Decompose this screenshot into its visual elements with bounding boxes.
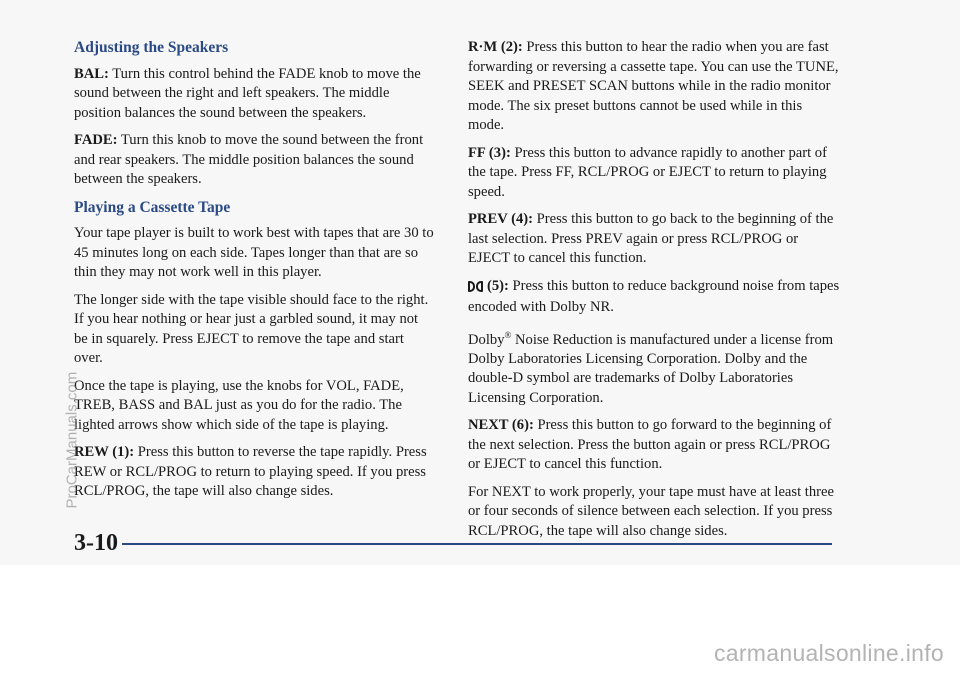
rm-term: R·M (2):: [468, 39, 523, 55]
prev-text: Press this button to go back to the beginning of the last selection. Press PREV again or press RCL/PROG or EJECT to cancel this function.: [468, 211, 834, 266]
page-number: 3-10: [74, 530, 118, 556]
tape-playing-paragraph: Once the tape is playing, use the knobs for VOL, FADE, TREB, BASS and BAL just as you do for the radio. The lighted arrows show which side of the tape is playing.: [74, 377, 404, 433]
next-note-paragraph: For NEXT to work properly, your tape must have at least three or four seconds of silence between each selection. If you press RCL/PROG, the tape will also change sides.: [468, 483, 834, 539]
next-text: Press this button to go forward to the beginning of the next selection. Press the button again or press RCL/PROG or EJECT to cancel this function.: [468, 417, 832, 473]
registered-mark: ®: [504, 329, 512, 340]
rew-paragraph: [74, 443, 434, 502]
bottom-watermark: carmanualsonline.info: [713, 640, 944, 666]
side-watermark-text: ProCarManuals.com: [63, 371, 81, 509]
footer-rule: [122, 543, 832, 545]
side-watermark: [62, 100, 82, 510]
bal-paragraph: [74, 65, 434, 124]
rew-term: REW (1):: [74, 444, 135, 460]
dolby-trademark-text: Noise Reduction is manufactured under a license from Dolby Laboratories Licensing Corporation. Dolby and the double-D symbol are trademarks of Dolby Laboratories Licensing Corporation.: [468, 331, 834, 406]
dolby-trademark-paragraph: [468, 326, 840, 409]
next-paragraph: [468, 416, 840, 475]
rm-paragraph: [468, 38, 840, 136]
heading-playing-cassette: Playing a Cassette Tape: [74, 198, 231, 216]
next-term: NEXT (6):: [468, 417, 534, 434]
rew-text: Press this button to reverse the tape rapidly. Press REW or RCL/PROG to return to playing speed. If you press RCL/PROG, the tape will also change sides.: [74, 444, 427, 499]
bal-term: BAL:: [74, 65, 109, 82]
fade-text: Turn this knob to move the sound between the front and rear speakers. The middle position balances the sound between the speakers.: [74, 132, 424, 187]
bal-text: Turn this control behind the FADE knob to move the sound between the right and left speakers. The middle position balances the sound between the speakers.: [74, 65, 421, 121]
fade-paragraph: [74, 131, 434, 190]
prev-paragraph: [468, 210, 840, 269]
tape-insert-paragraph: The longer side with the tape visible should face to the right. If you hear nothing or hear just a garbled sound, it may not be in squarely. Press EJECT to remove the tape and start over.: [74, 291, 429, 366]
right-column: [468, 38, 840, 549]
dolby-double-d-icon: [468, 279, 484, 299]
tape-length-paragraph: Your tape player is built to work best with tapes that are 30 to 45 minutes long on each side. Tapes longer than that are so thin they may not work well in this player.: [74, 225, 434, 280]
prev-term: PREV (4):: [468, 211, 533, 227]
ff-paragraph: [468, 144, 840, 203]
fade-term: FADE:: [74, 132, 118, 148]
dolby-word: Dolby: [468, 331, 505, 348]
left-column: [74, 38, 434, 510]
dolby-button-paragraph: [468, 277, 840, 318]
rm-text: Press this button to hear the radio when you are fast forwarding or reversing a cassette tape. You can use the TUNE, SEEK and PRESET SCAN buttons while in the radio monitor mode. The six preset buttons cannot be used while in this mode.: [468, 39, 839, 133]
heading-adjusting-speakers: Adjusting the Speakers: [74, 39, 229, 56]
ff-term: FF (3):: [468, 144, 511, 161]
ff-text: Press this button to advance rapidly to another part of the tape. Press FF, RCL/PROG or EJECT to return to playing speed.: [468, 144, 827, 200]
dolby-term: (5):: [487, 277, 509, 294]
dolby-text: Press this button to reduce background noise from tapes encoded with Dolby NR.: [468, 277, 840, 315]
